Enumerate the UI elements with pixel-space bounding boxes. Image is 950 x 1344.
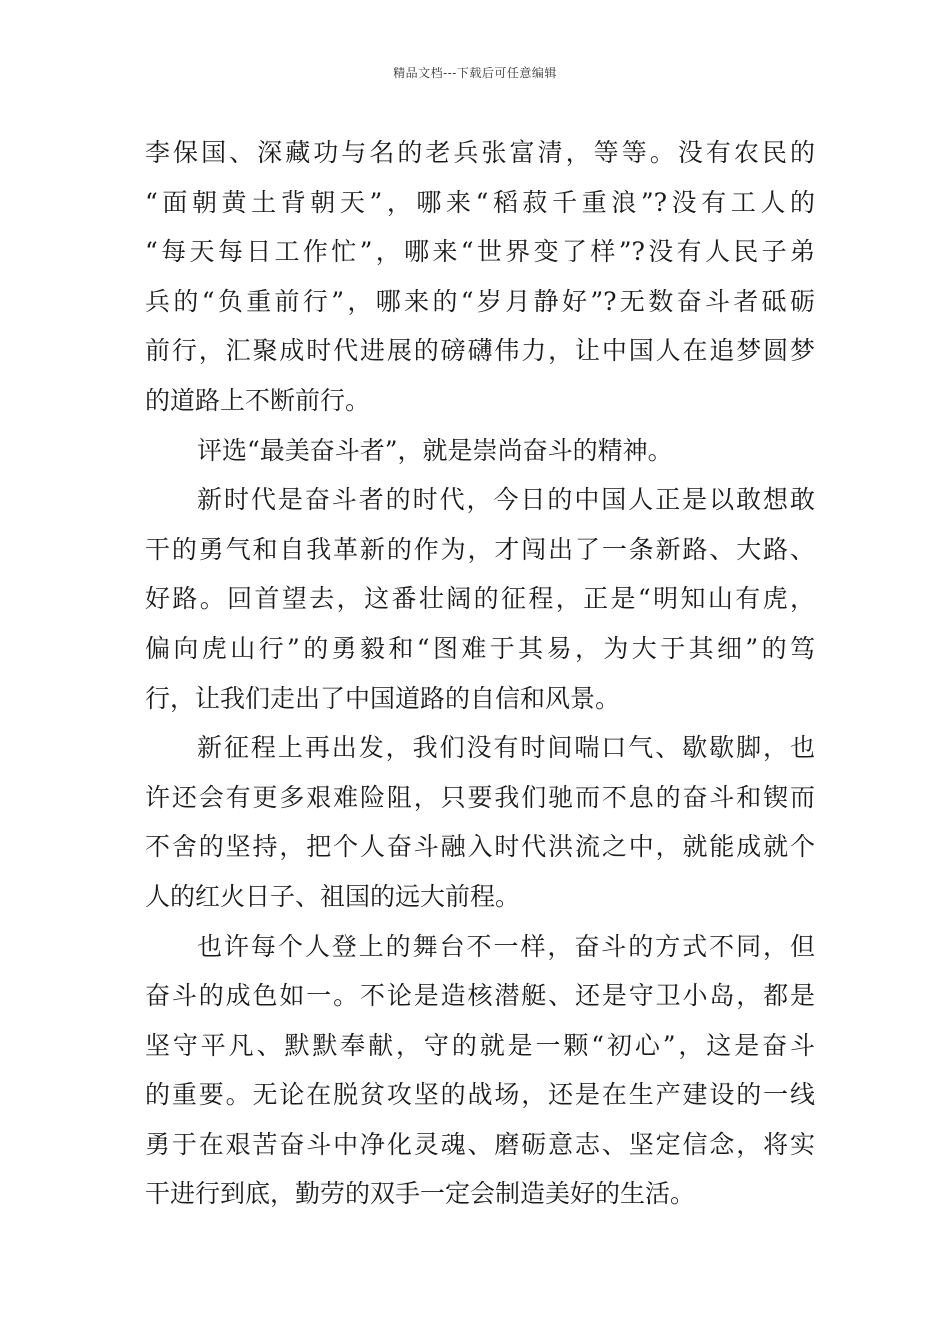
text-line: “每天每日工作忙”，哪来“世界变了样”?没有人民子弟: [145, 237, 815, 267]
text-line: 偏向虎山行”的勇毅和“图难于其易，为大于其细”的笃: [145, 633, 815, 663]
text-line: 人的红火日子、祖国的远大前程。: [145, 881, 521, 911]
text-line: 干进行到底，勤劳的双手一定会制造美好的生活。: [145, 1179, 696, 1209]
text-line: 许还会有更多艰难险阻，只要我们驰而不息的奋斗和锲而: [145, 782, 815, 812]
text-line: 前行，汇聚成时代进展的磅礴伟力，让中国人在追梦圆梦: [145, 336, 815, 366]
document-body: [145, 128, 815, 1219]
text-line: 兵的“负重前行”，哪来的“岁月静好”?无数奋斗者砥砺: [145, 286, 815, 316]
text-line: 行，让我们走出了中国道路的自信和风景。: [145, 683, 621, 713]
text-line: 李保国、深藏功与名的老兵张富清，等等。没有农民的: [145, 138, 815, 167]
text-line: 勇于在艰苦奋斗中净化灵魂、磨砺意志、坚定信念，将实: [145, 1129, 815, 1159]
page-header: 精品文档---下载后可任意编辑: [393, 66, 557, 80]
text-line: 好路。回首望去，这番壮阔的征程，正是“明知山有虎，: [145, 584, 815, 614]
text-line: 新征程上再出发，我们没有时间喘口气、歇歇脚，也: [197, 733, 815, 763]
text-line: 的重要。无论在脱贫攻坚的战场，还是在生产建设的一线: [145, 1080, 815, 1110]
text-line: 不舍的坚持，把个人奋斗融入时代洪流之中，就能成就个: [145, 832, 815, 862]
text-line: 评选“最美奋斗者”，就是崇尚奋斗的精神。: [197, 435, 673, 465]
text-line: 干的勇气和自我革新的作为，才闯出了一条新路、大路、: [145, 534, 815, 564]
text-line: 新时代是奋斗者的时代，今日的中国人正是以敢想敢: [197, 485, 815, 515]
text-line: 坚守平凡、默默奉献，守的就是一颗“初心”，这是奋斗: [145, 1030, 815, 1060]
text-line: “面朝黄土背朝天”，哪来“稻菽千重浪”?没有工人的: [145, 187, 815, 217]
text-line: 奋斗的成色如一。不论是造核潜艇、还是守卫小岛，都是: [145, 981, 815, 1011]
text-line: 也许每个人登上的舞台不一样，奋斗的方式不同，但: [197, 931, 815, 961]
text-line: 的道路上不断前行。: [145, 385, 371, 415]
